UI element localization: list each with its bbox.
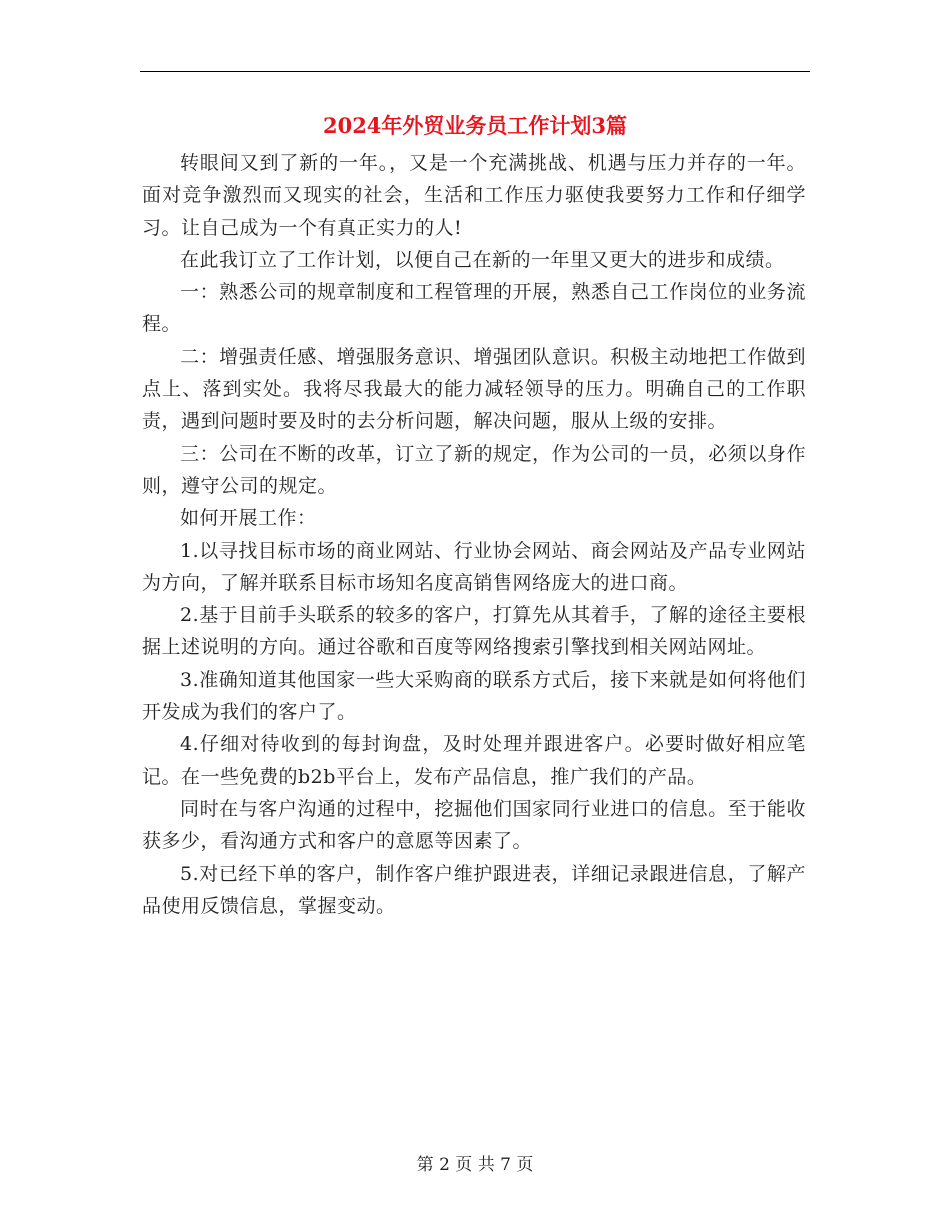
- paragraph: 如何开展工作：: [180, 507, 317, 530]
- paragraph: 同时在与客户沟通的过程中，挖掘他们国家同行业进口的信息。至于能收获多少，看沟通方式和客户的意愿等因素了。: [142, 797, 806, 853]
- document-title: 2024年外贸业务员工作计划3篇: [322, 113, 628, 138]
- paragraph: 3.准确知道其他国家一些大采购商的联系方式后，接下来就是如何将他们开发成为我们的客户了。: [142, 668, 806, 724]
- paragraph: 2.基于目前手头联系的较多的客户，打算先从其着手，了解的途径主要根据上述说明的方向。通过谷歌和百度等网络搜索引擎找到相关网站网址。: [142, 604, 806, 659]
- paragraph: 4.仔细对待收到的每封询盘，及时处理并跟进客户。必要时做好相应笔记。在一些免费的b2b平台上，发布产品信息，推广我们的产品。: [142, 733, 806, 788]
- paragraph: 1.以寻找目标市场的商业网站、行业协会网站、商会网站及产品专业网站为方向，了解并联系目标市场知名度高销售网络庞大的进口商。: [142, 539, 806, 594]
- paragraph: 5.对已经下单的客户，制作客户维护跟进表，详细记录跟进信息，了解产品使用反馈信息，掌握变动。: [142, 862, 806, 917]
- header-rule: [140, 71, 810, 72]
- document-body: [142, 147, 806, 922]
- page-number: 第 2 页 共 7 页: [416, 1155, 534, 1175]
- paragraph: 转眼间又到了新的一年。，又是一个充满挑战、机遇与压力并存的一年。面对竞争激烈而又现实的社会，生活和工作压力驱使我要努力工作和仔细学习。让自己成为一个有真正实力的人!: [142, 152, 806, 239]
- paragraph: 二：增强责任感、增强服务意识、增强团队意识。积极主动地把工作做到点上、落到实处。我将尽我最大的能力减轻领导的压力。明确自己的工作职责，遇到问题时要及时的去分析问题，解决问题，服从上级的安排。: [142, 345, 806, 433]
- paragraph: 三：公司在不断的改革，订立了新的规定，作为公司的一员，必须以身作则，遵守公司的规定。: [142, 442, 806, 497]
- paragraph: 在此我订立了工作计划，以便自己在新的一年里又更大的进步和成绩。: [180, 248, 785, 271]
- paragraph: 一：熟悉公司的规章制度和工程管理的开展，熟悉自己工作岗位的业务流程。: [142, 281, 806, 336]
